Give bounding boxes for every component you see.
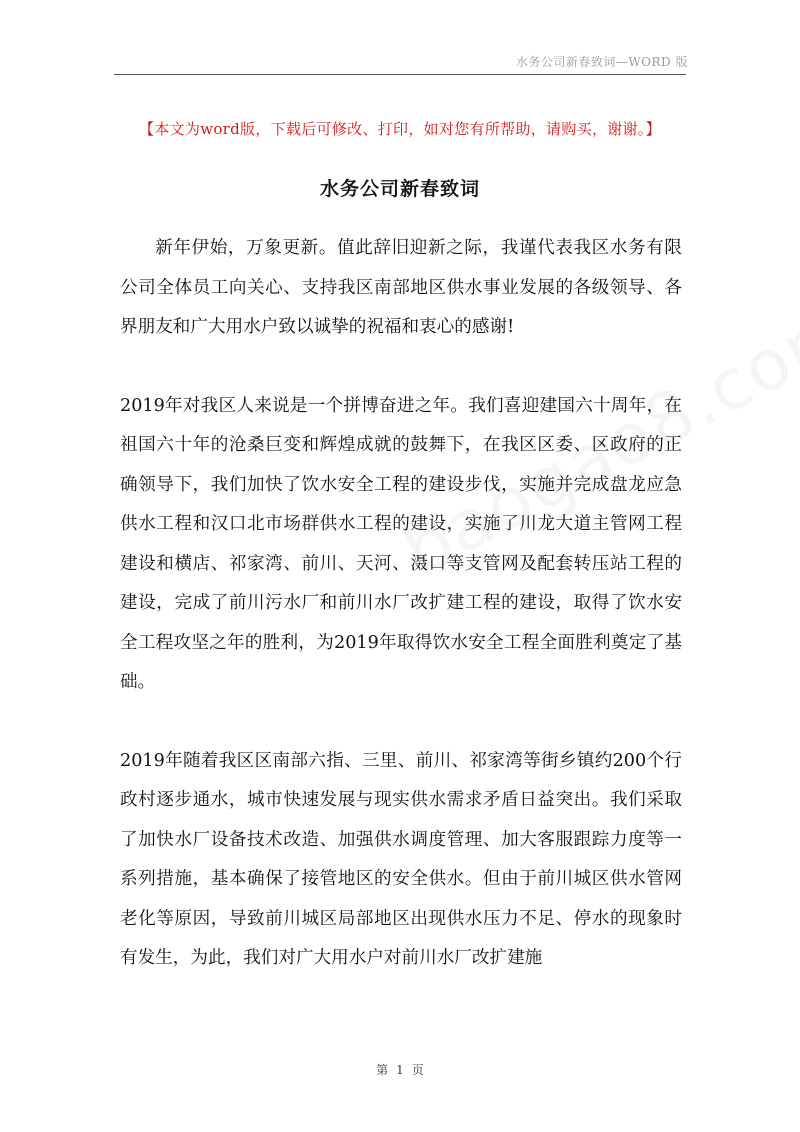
page-number: 1 [396, 1063, 404, 1077]
purchase-notice: 【本文为word版，下载后可修改、打印，如对您有所帮助，请购买，谢谢。】 [139, 120, 661, 138]
page-footer [0, 1061, 800, 1078]
document-title: 水务公司新春致词 [319, 178, 480, 200]
paragraph-1: 新年伊始，万象更新。值此辞旧迎新之际，我谨代表我区水务有限公司全体员工向关心、支持我区南部地区供水事业发展的各级领导、各界朋友和广大用水户致以诚挚的祝福和衷心的感谢! [120, 238, 682, 337]
paragraph-3: 2019年随着我区区南部六指、三里、前川、祁家湾等街乡镇约200个行政村逐步通水，城市快速发展与现实供水需求矛盾日益突出。我们采取了加快水厂设备技术改造、加强供水调度管理、加大客服跟踪力度等一系列措施，基本确保了接管地区的安全供水。但由于前川城区供水管网老化等原因，导致前川城区局部地区出现供水压力不足、停水的现象时有发生，为此，我们对广大用水户对前川水厂改扩建施 [120, 750, 682, 968]
footer-suffix: 页 [411, 1063, 424, 1077]
document-body [120, 229, 682, 979]
running-header: 水务公司新春致词—WORD 版 [515, 55, 688, 69]
header-divider [114, 74, 686, 75]
paragraph-2: 2019年对我区人来说是一个拼博奋进之年。我们喜迎建国六十周年，在祖国六十年的沧桑巨变和辉煌成就的鼓舞下，在我区区委、区政府的正确领导下，我们加快了饮水安全工程的建设步伐，实施并完成盘龙应急供水工程和汉口北市场群供水工程的建设，实施了川龙大道主管网工程建设和横店、祁家湾、前川、天河、滠口等支管网及配套转压站工程的建设，完成了前川污水厂和前川水厂改扩建工程的建设，取得了饮水安全工程攻坚之年的胜利，为2019年取得饮水安全工程全面胜利奠定了基础。 [120, 395, 682, 692]
footer-prefix: 第 [376, 1063, 389, 1077]
